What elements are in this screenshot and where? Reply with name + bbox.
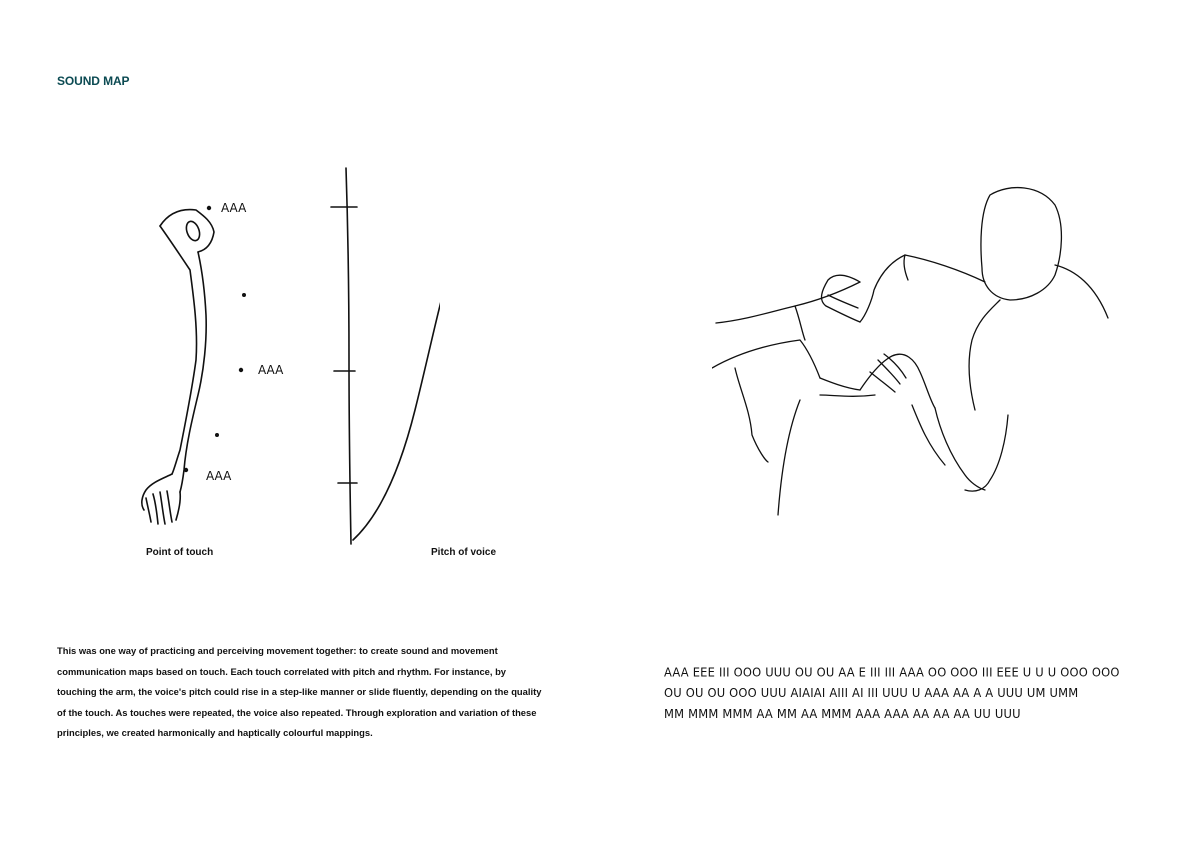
vocalization-notation <box>664 662 1124 725</box>
arm-label-top: AAA <box>221 201 247 215</box>
page-title: SOUND MAP <box>57 74 130 88</box>
arm-label-bottom: AAA <box>206 469 232 483</box>
touch-drawing <box>712 180 1112 525</box>
caption-pitch-of-voice: Pitch of voice <box>431 547 497 558</box>
description-paragraph: This was one way of practicing and perceiving movement together: to create sound and movement communication maps based on touch. Each touch correlated with pitch and rhythm. For instance, by touching the arm, the voice's pitch could rise in a step-like manner or slide fluently, depending on the quality of the touch. As touches were repeated, the voice also repeated. Through exploration and variation of these principles, we created harmonically and haptically colourful mappings. <box>57 645 542 738</box>
arm-label-middle: AAA <box>258 363 284 377</box>
caption-point-of-touch: Point of touch <box>146 547 214 558</box>
vocalization-line: OU OU OU OOO UUU AIAIAI AIII AI III UUU U AAA AA A A UUU UM UMM <box>664 685 1079 701</box>
vocalization-line: AAA EEE III OOO UUU OU OU AA E III III AAA OO OOO III EEE U U U OOO OOO <box>664 664 1120 680</box>
arm-drawing <box>130 165 440 545</box>
vocalization-line: MM MMM MMM AA MM AA MMM AAA AAA AA AA AA UU UUU <box>664 706 1021 722</box>
